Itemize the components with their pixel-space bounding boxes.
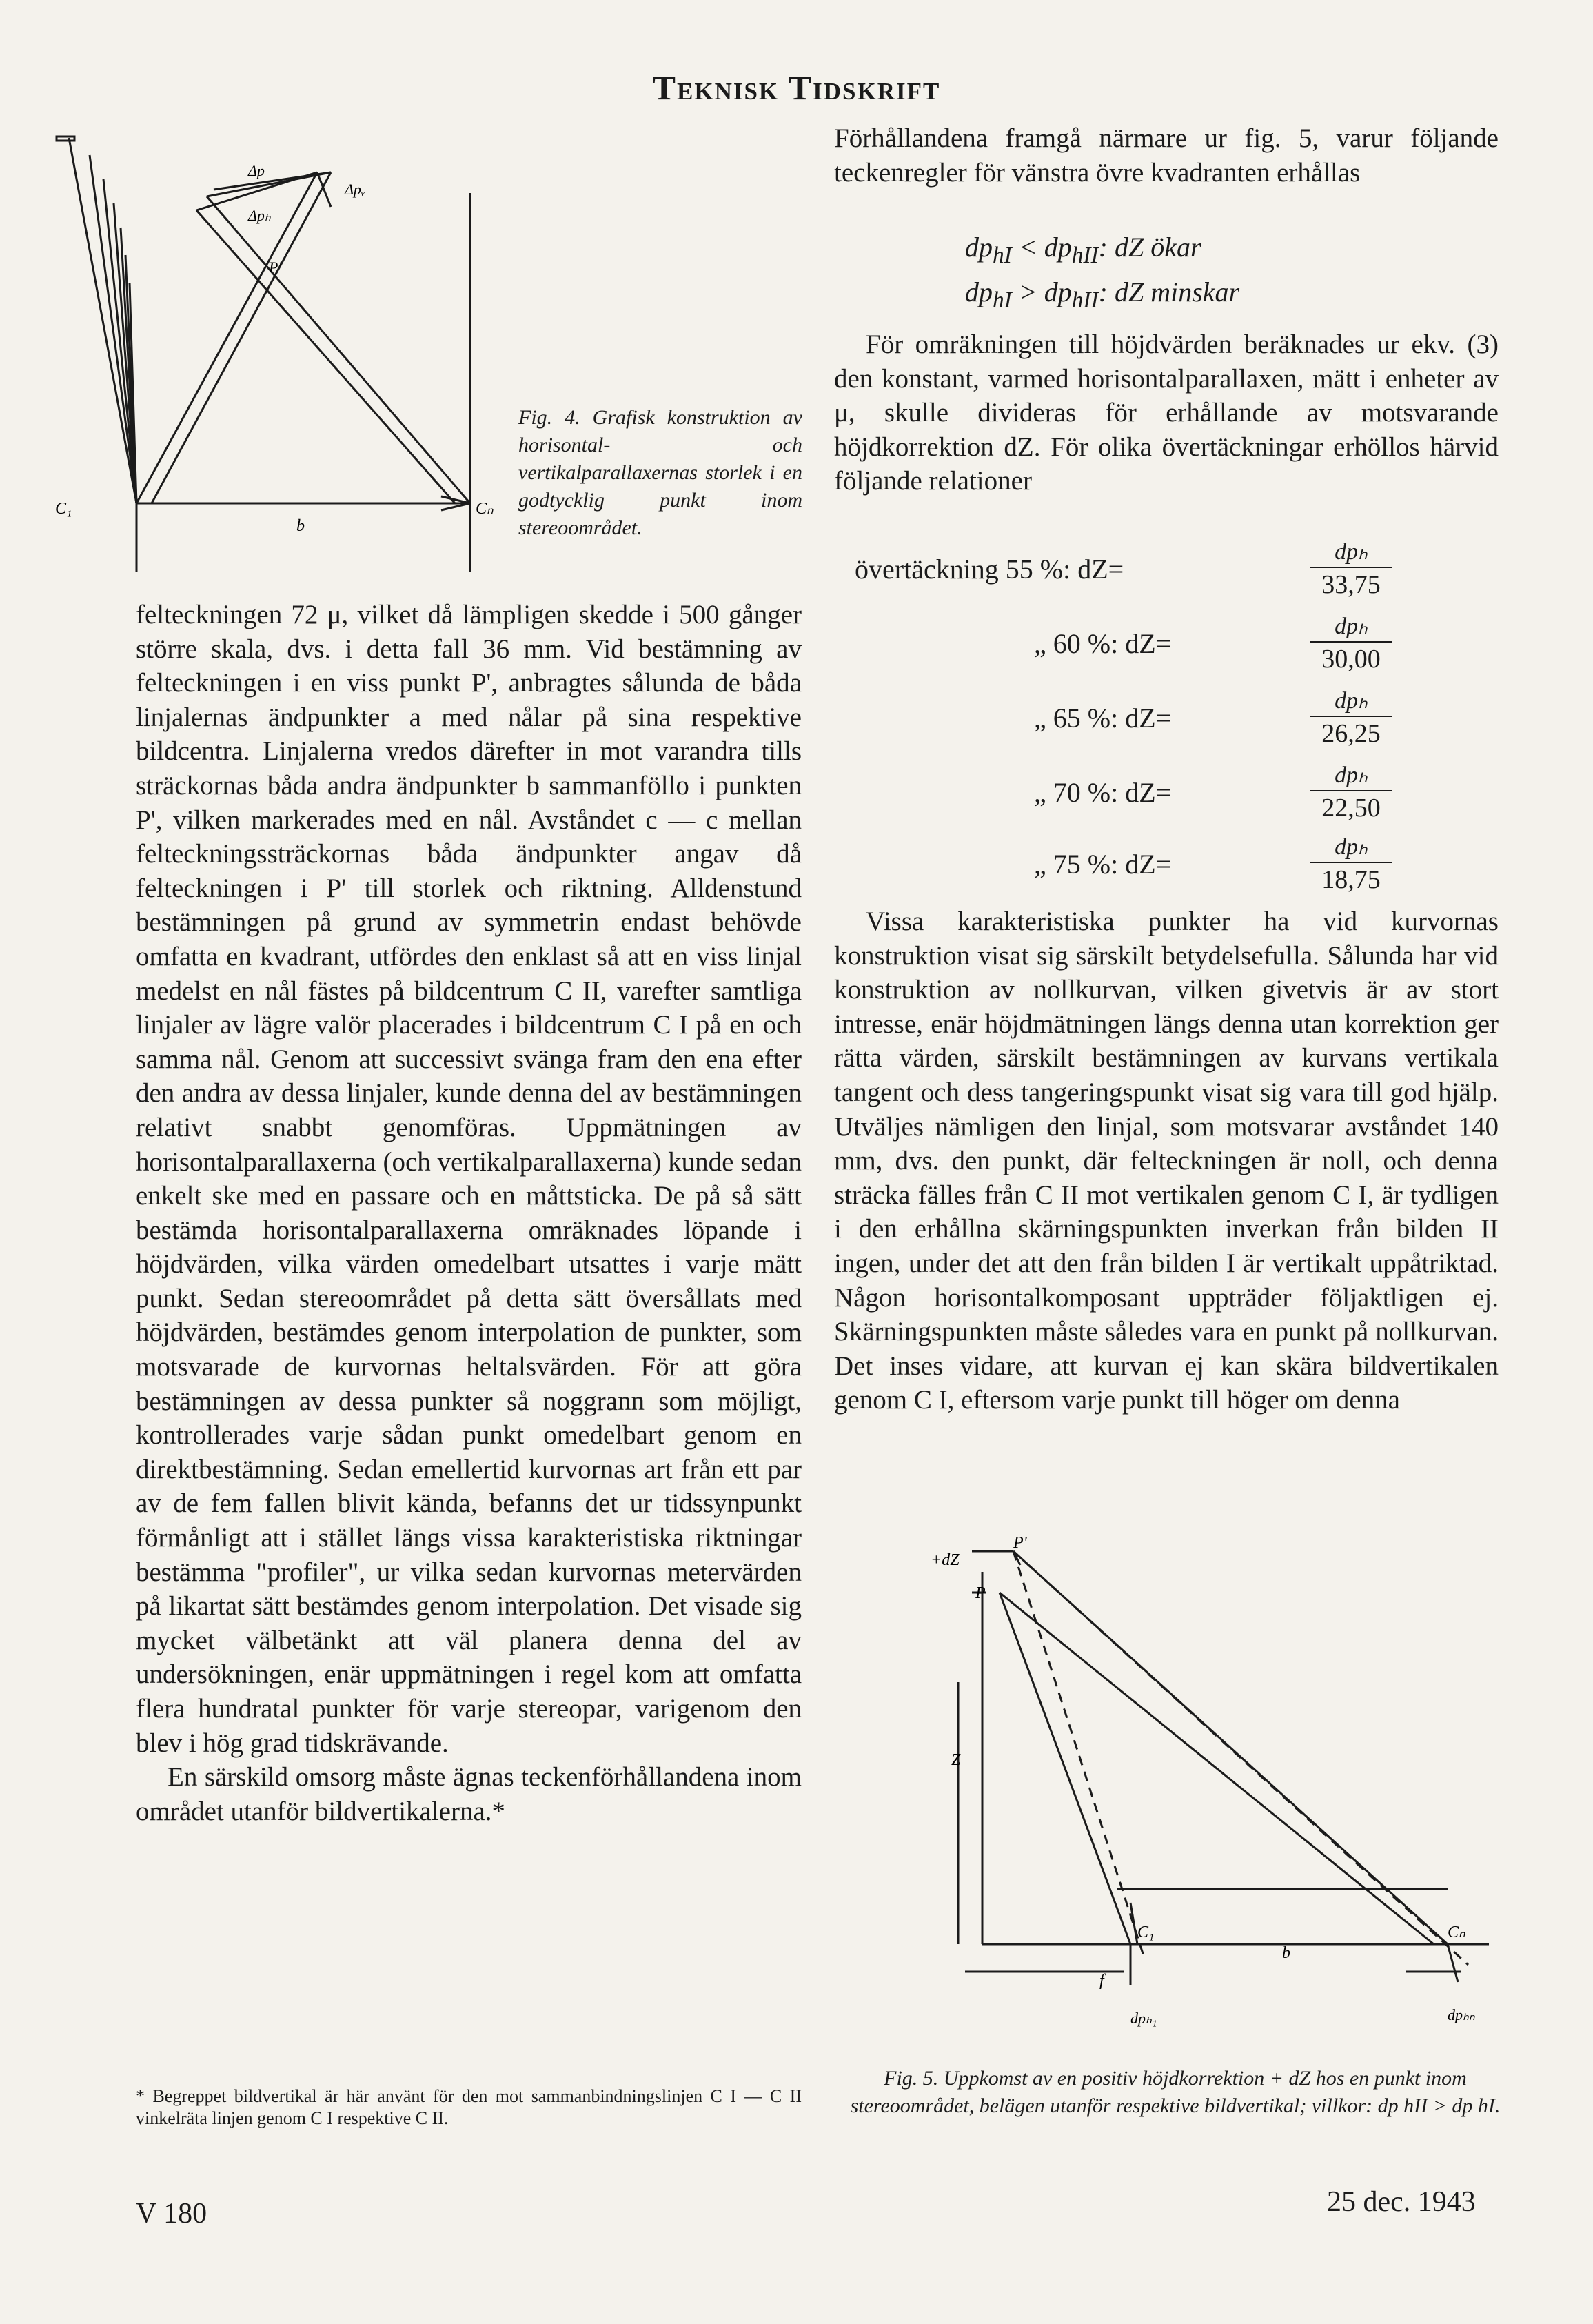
footnote: * Begreppet bildvertikal är här använt för den mot sammanbindningslinjen C I — C II vinkelräta linjen genom C I respektive C II. (136, 2086, 802, 2128)
right-column-para2 (834, 327, 1499, 498)
fig4-label-p: P' (269, 259, 282, 276)
figure-5-caption: Fig. 5. Uppkomst av en positiv höjdkorrektion + dZ hos en punkt inom stereoområdet, belägen utanför respektive bildvertikal; villkor: dp hII > dp hI. (850, 2067, 1501, 2117)
fig5-label-c1: C₁ (1137, 1923, 1155, 1941)
right-paragraph-2: För omräkningen till höjdvärden beräknades ur ekv. (3) den konstant, varmed horisontalparallaxen, mätt i enheter av μ, skulle divideras för erhållande av motsvarande höjdkorrektion dZ. För olika övertäckningar erhöllos härvid följande relationer (834, 330, 1499, 496)
figure-4-caption: Fig. 4. Grafisk konstruktion av horisontal- och vertikalparallaxernas storlek i en godtycklig punkt inom stereoområdet. (518, 406, 802, 539)
right-column-intro (834, 121, 1499, 190)
fig5-label-z: Z (951, 1751, 961, 1769)
issue-date: 25 dec. 1943 (1327, 2186, 1476, 2218)
fig4-label-dpv: Δpᵥ (345, 181, 366, 198)
fig5-label-f: f (1099, 1972, 1104, 1990)
fig4-label-b: b (296, 517, 305, 535)
fig5-label-p: P (975, 1584, 986, 1602)
fig4-label-dp: Δp (248, 162, 265, 179)
fig5-label-dz: +dZ (931, 1551, 960, 1569)
right-intro-paragraph: Förhållandena framgå närmare ur fig. 5, varur följande teckenregler för vänstra övre kvadranten erhållas (834, 123, 1499, 188)
journal-header: Teknisk Tidskrift (652, 68, 941, 107)
right-column-para3 (834, 905, 1499, 1417)
right-paragraph-3: Vissa karakteristiska punkter ha vid kurvornas konstruktion visat sig särskilt betydelsefulla. Sålunda har vid konstruktion av nollkurvan, vilken givetvis är av stort intresse, enär höjdmätningen längs denna utan korrektion ger rätta värden, särskilt bestämningen av kurvans vertikala tangent och dess tangeringspunkt visat sig vara till god hjälp. Utväljes nämligen den linjal, som motsvarar avståndet 140 mm, dvs. den punkt, där felteckningen är noll, och denna sträcka fälles från C II mot vertikalen genom C I, är tydligen i den erhållna skärningspunkten inverkan från bilden II ingen, under det att den från bilden I är vertikalt uppåtriktad. Någon horisontalkomposant uppträder följaktligen ej. Skärningspunkten måste således vara en punkt på nollkurvan. Det inses vidare, att kurvan ej kan skära bildvertikalen genom C I, eftersom varje punkt till höger om denna (834, 907, 1499, 1415)
fig5-label-b: b (1282, 1944, 1290, 1962)
condition-1: $dp_{hI} < dp_{hII}$: dZ ökar (965, 232, 1201, 268)
left-paragraph-2: En särskild omsorg måste ägnas teckenförhållandena inom området utanför bildvertikalerna.* (136, 1762, 802, 1826)
fig4-label-dph: Δpₕ (248, 207, 271, 224)
fig4-label-c1: C₁ (55, 500, 72, 518)
page-number: V 180 (136, 2198, 207, 2230)
figure-5-diagram (924, 1534, 1489, 2054)
left-paragraph-1: felteckningen 72 μ, vilket då lämpligen skedde i 500 gånger större skala, dvs. i detta fall 36 mm. Vid bestämning av felteckningen i en viss punkt P', anbragtes sålunda de båda linjalernas ändpunkter a med nålar på sina respektive bildcentra. Linjalerna vredos därefter in mot varandra tills sträckornas båda andra ändpunkter b sammanföllo i punkten P', vilken markerades med en nål. Avståndet c — c mellan felteckningssträckornas båda ändpunkter angav då felteckningen i P' till storlek och riktning. Alldenstund bestämningen på grund av symmetrin endast behövde omfatta en kvadrant, utfördes den enklast så att en viss linjal medelst en nål fästes på bildcentrum C II, varefter samtliga linjaler av lägre valör placerades i bildcentrum C I på en och samma nål. Genom att successivt svänga fram den ena efter den andra av dessa linjaler, kunde denna del av bestämningen relativt snabbt genomföras. Uppmätningen av horisontalparallaxerna (och vertikalparallaxerna) kunde sedan enkelt ske med en passare och en måttsticka. De på så sätt bestämda horisontalparallaxerna omräknades löpande i höjdvärden, vilka värden omedelbart utsattes i varje mätt punkt. Sedan stereoområdet på detta sätt översållats med höjdvärden, bestämdes genom interpolation de punkter, som motsvarade de kurvornas heltalsvärden. För att göra bestämningen av dessa punkter så noggrann som möjligt, kontrollerades varje sådan punkt omedelbart genom en direktbestämning. Sedan emellertid kurvornas art från ett par av de fem fallen blivit kända, befanns det ur tidssynpunkt förmånligt att i stället längs vissa karakteristiska riktningar bestämma "profiler", ur vilka sedan kurvornas metervärden på likartat sätt bestämdes genom interpolation. Det visade sig mycket välbetänkt att väl planera denna del av undersökningen, enär uppmätningen i regel kom att omfatta flera hundratal punkter för varje stereopar, varigenom den blev i hög grad tidskrävande. (136, 600, 802, 1758)
fig5-label-p-prime: P' (1013, 1534, 1027, 1552)
figure-4-diagram (41, 117, 524, 586)
fig5-label-dph2: dpₕₙ (1448, 2006, 1475, 2023)
fig4-label-c2: Cₙ (476, 500, 494, 518)
fig5-label-dph1: dpₕ₁ (1130, 2010, 1157, 2027)
condition-2: $dp_{hI} > dp_{hII}$: dZ minskar (965, 276, 1240, 313)
left-column (136, 598, 802, 1828)
fig5-label-c2: Cₙ (1448, 1923, 1465, 1941)
